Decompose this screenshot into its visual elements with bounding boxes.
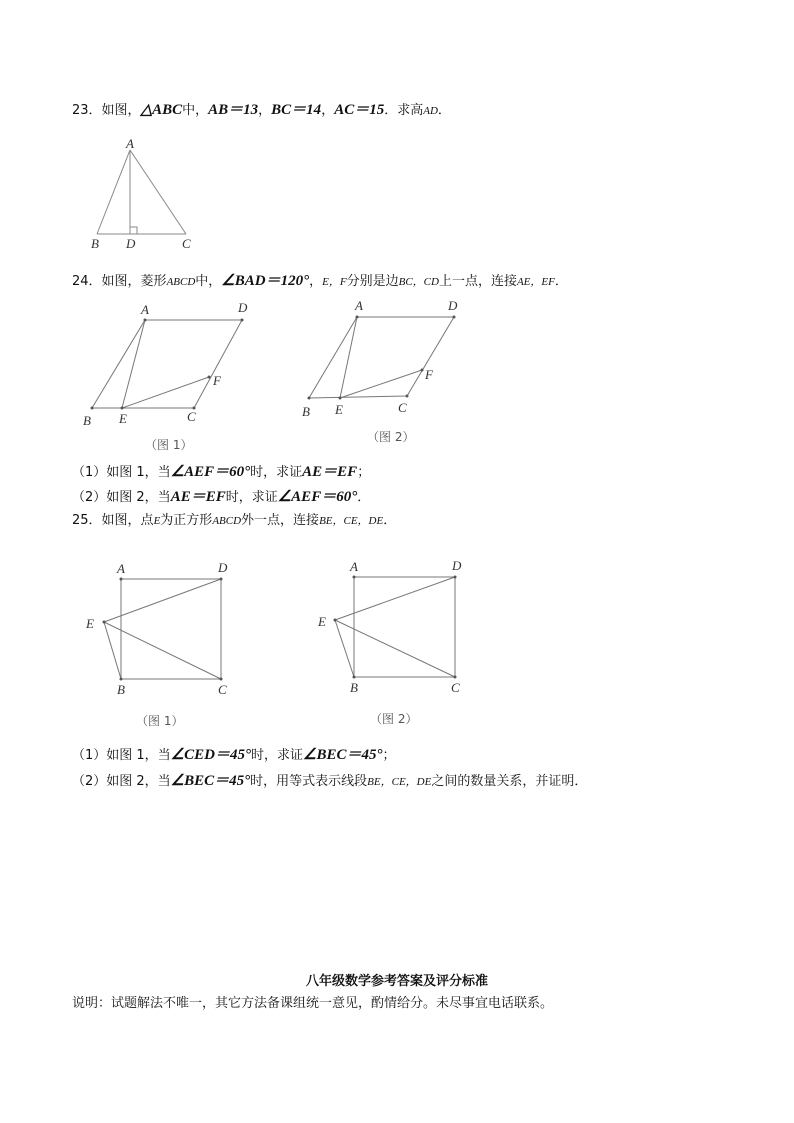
label-b: B [350, 680, 358, 695]
q23-text: 23．如图，△ABC中，AB＝13，BC＝14，AC＝15．求高AD． [72, 102, 451, 118]
label-d: D [448, 298, 458, 313]
figure-caption: （图 2） [367, 430, 415, 444]
label-a: A [117, 561, 125, 576]
label-b: B [117, 682, 125, 697]
label-c: C [218, 682, 227, 697]
q24-figure-1 [75, 295, 260, 460]
answer-title: 八年级数学参考答案及评分标准 [305, 974, 488, 989]
label-f: F [425, 367, 433, 382]
q25-part-1: （1）如图 1，当∠CED＝45°时，求证∠BEC＝45°； [72, 747, 396, 763]
label-e: E [318, 614, 326, 629]
q25-number: 25． [72, 513, 102, 528]
label-a: A [355, 298, 363, 313]
label-e: E [86, 616, 94, 631]
label-a: A [126, 136, 134, 151]
label-d: D [452, 558, 462, 573]
label-e: E [119, 411, 127, 426]
q25-figure-2 [315, 555, 495, 735]
label-b: B [83, 413, 91, 428]
label-f: F [213, 373, 221, 388]
label-c: C [398, 400, 407, 415]
q25-part-2: （2）如图 2，当∠BEC＝45°时，用等式表示线段BE，CE，DE之间的数量关系，并证明． [72, 773, 588, 789]
label-c: C [182, 236, 191, 251]
q24-part-1: （1）如图 1，当∠AEF＝60°时，求证AE＝EF； [72, 464, 371, 480]
figure-caption: （图 2） [370, 712, 418, 726]
figure-caption: （图 1） [136, 714, 184, 728]
label-a: A [141, 302, 149, 317]
q24-figure-2 [295, 295, 480, 455]
q24-text: 24．如图，菱形ABCD中，∠BAD＝120°，E，F分别是边BC，CD上一点，连接AE，EF． [72, 273, 568, 289]
label-d: D [218, 560, 228, 575]
label-c: C [187, 409, 196, 424]
q23-number: 23． [72, 103, 102, 118]
q25-figure-1 [80, 555, 260, 735]
label-c: C [451, 680, 460, 695]
label-d: D [238, 300, 248, 315]
label-a: A [350, 559, 358, 574]
label-b: B [302, 404, 310, 419]
q25-text: 25．如图，点E为正方形ABCD外一点，连接BE，CE，DE． [72, 513, 397, 528]
q23-triangle-figure [85, 138, 205, 253]
q24-number: 24． [72, 274, 102, 289]
label-d: D [126, 236, 136, 251]
label-e: E [335, 402, 343, 417]
label-b: B [91, 236, 99, 251]
figure-caption: （图 1） [145, 438, 193, 452]
q24-part-2: （2）如图 2，当AE＝EF时，求证∠AEF＝60°． [72, 489, 371, 505]
answer-note: 说明：试题解法不唯一，其它方法备课组统一意见，酌情给分。未尽事宜电话联系。 [72, 996, 554, 1011]
